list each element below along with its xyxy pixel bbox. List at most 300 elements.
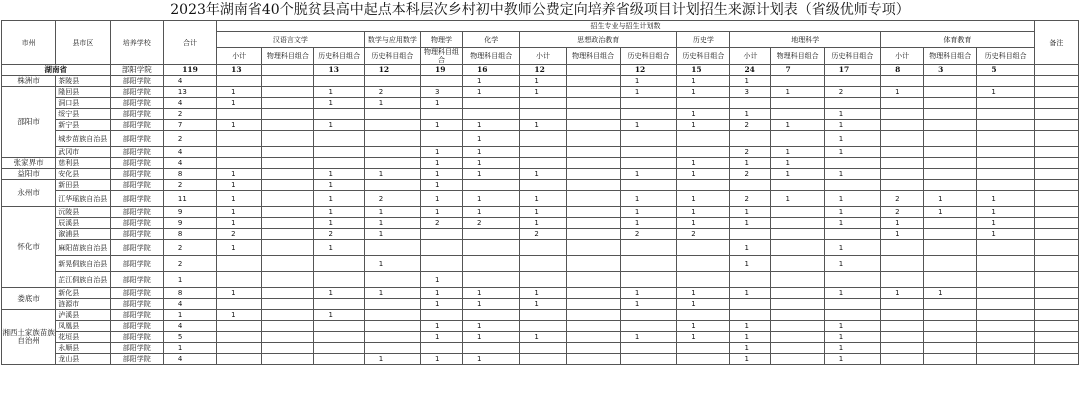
table-row xyxy=(2,321,1079,332)
value-cell xyxy=(881,158,924,169)
value-cell xyxy=(217,109,262,120)
value-cell: 3 xyxy=(421,87,463,98)
value-cell xyxy=(881,321,924,332)
summary-cell: 5 xyxy=(977,65,1034,76)
value-cell xyxy=(924,147,977,158)
value-cell: 2 xyxy=(730,147,771,158)
value-cell: 1 xyxy=(463,158,520,169)
value-cell xyxy=(881,332,924,343)
subject-geography: 地理科学 xyxy=(730,32,881,48)
county-cell: 新晃侗族自治县 xyxy=(56,256,110,272)
value-cell xyxy=(881,256,924,272)
value-cell: 2 xyxy=(520,229,566,240)
value-cell xyxy=(730,131,771,147)
school-cell: 部阳学院 xyxy=(110,354,163,365)
value-cell: 1 xyxy=(463,207,520,218)
value-cell: 1 xyxy=(771,169,824,180)
value-cell: 1 xyxy=(620,288,676,299)
value-cell: 1 xyxy=(977,87,1034,98)
value-cell xyxy=(262,256,314,272)
value-cell: 1 xyxy=(314,191,364,207)
value-cell: 1 xyxy=(364,354,420,365)
remark-cell xyxy=(1034,120,1078,131)
col-header-county: 县市区 xyxy=(56,21,110,65)
value-cell: 1 xyxy=(463,131,520,147)
value-cell: 1 xyxy=(977,218,1034,229)
value-cell xyxy=(881,354,924,365)
value-cell xyxy=(924,180,977,191)
value-cell: 1 xyxy=(163,310,216,321)
value-cell: 1 xyxy=(421,147,463,158)
value-cell xyxy=(217,76,262,87)
value-cell: 1 xyxy=(364,229,420,240)
value-cell xyxy=(566,354,620,365)
table-row xyxy=(2,288,1079,299)
value-cell xyxy=(924,76,977,87)
value-cell: 1 xyxy=(677,207,730,218)
school-cell: 部阳学院 xyxy=(110,158,163,169)
value-cell xyxy=(364,272,420,288)
county-cell: 泸溪县 xyxy=(56,310,110,321)
table-row xyxy=(2,310,1079,321)
value-cell xyxy=(620,256,676,272)
value-cell xyxy=(977,158,1034,169)
value-cell xyxy=(620,310,676,321)
value-cell xyxy=(520,310,566,321)
value-cell xyxy=(620,180,676,191)
value-cell: 1 xyxy=(421,332,463,343)
school-cell: 部阳学院 xyxy=(110,256,163,272)
value-cell xyxy=(566,147,620,158)
value-cell xyxy=(566,256,620,272)
value-cell xyxy=(566,169,620,180)
value-cell: 1 xyxy=(364,98,420,109)
value-cell xyxy=(262,147,314,158)
value-cell xyxy=(566,131,620,147)
value-cell: 4 xyxy=(163,321,216,332)
value-cell: 1 xyxy=(677,87,730,98)
value-cell xyxy=(262,218,314,229)
summary-school: 部阳学院 xyxy=(110,65,163,76)
value-cell xyxy=(771,272,824,288)
value-cell xyxy=(463,180,520,191)
value-cell: 1 xyxy=(463,332,520,343)
value-cell xyxy=(924,158,977,169)
value-cell: 1 xyxy=(824,131,880,147)
value-cell xyxy=(924,229,977,240)
value-cell: 1 xyxy=(620,332,676,343)
value-cell: 1 xyxy=(730,354,771,365)
table-row xyxy=(2,229,1079,240)
value-cell xyxy=(421,229,463,240)
value-cell xyxy=(566,288,620,299)
value-cell: 1 xyxy=(824,218,880,229)
summary-row xyxy=(2,65,1079,76)
school-cell: 部阳学院 xyxy=(110,76,163,87)
value-cell xyxy=(566,229,620,240)
value-cell: 1 xyxy=(421,321,463,332)
value-cell: 1 xyxy=(881,218,924,229)
summary-label: 湖南省 xyxy=(2,65,111,76)
table-row xyxy=(2,169,1079,180)
value-cell xyxy=(771,299,824,310)
county-cell: 永顺县 xyxy=(56,343,110,354)
city-cell: 株洲市 xyxy=(2,76,56,87)
value-cell: 1 xyxy=(677,332,730,343)
value-cell xyxy=(924,332,977,343)
county-cell: 辰溪县 xyxy=(56,218,110,229)
remark-cell xyxy=(1034,332,1078,343)
school-cell: 部阳学院 xyxy=(110,87,163,98)
value-cell: 9 xyxy=(163,218,216,229)
value-cell xyxy=(314,343,364,354)
value-cell xyxy=(520,98,566,109)
value-cell xyxy=(771,288,824,299)
value-cell xyxy=(421,256,463,272)
value-cell: 1 xyxy=(677,288,730,299)
subject-politics: 思想政治教育 xyxy=(520,32,677,48)
summary-cell xyxy=(262,65,314,76)
sub-hist: 历史科目组合 xyxy=(620,48,676,65)
value-cell xyxy=(881,310,924,321)
county-cell: 溆浦县 xyxy=(56,229,110,240)
value-cell xyxy=(881,76,924,87)
value-cell xyxy=(262,158,314,169)
value-cell: 1 xyxy=(421,354,463,365)
value-cell: 2 xyxy=(364,87,420,98)
value-cell xyxy=(881,343,924,354)
table-row xyxy=(2,109,1079,120)
value-cell xyxy=(977,343,1034,354)
table-row xyxy=(2,158,1079,169)
value-cell xyxy=(824,229,880,240)
table-row xyxy=(2,218,1079,229)
value-cell xyxy=(520,147,566,158)
value-cell: 1 xyxy=(314,288,364,299)
value-cell: 1 xyxy=(824,169,880,180)
value-cell xyxy=(520,272,566,288)
remark-cell xyxy=(1034,310,1078,321)
value-cell xyxy=(364,332,420,343)
value-cell xyxy=(262,343,314,354)
value-cell xyxy=(677,147,730,158)
county-cell: 隆回县 xyxy=(56,87,110,98)
remark-cell xyxy=(1034,207,1078,218)
value-cell: 1 xyxy=(314,310,364,321)
value-cell: 1 xyxy=(824,207,880,218)
subject-math: 数学与应用数学 xyxy=(364,32,420,48)
summary-cell xyxy=(566,65,620,76)
school-cell: 部阳学院 xyxy=(110,343,163,354)
value-cell: 2 xyxy=(364,191,420,207)
school-cell: 部阳学院 xyxy=(110,288,163,299)
value-cell: 1 xyxy=(364,218,420,229)
value-cell xyxy=(730,229,771,240)
value-cell xyxy=(566,98,620,109)
value-cell: 1 xyxy=(421,98,463,109)
value-cell: 4 xyxy=(163,147,216,158)
county-cell: 安化县 xyxy=(56,169,110,180)
remark-cell xyxy=(1034,272,1078,288)
value-cell xyxy=(566,76,620,87)
value-cell: 1 xyxy=(824,147,880,158)
value-cell xyxy=(520,180,566,191)
value-cell: 2 xyxy=(217,229,262,240)
value-cell xyxy=(217,158,262,169)
sub-phys: 物理科目组合 xyxy=(421,48,463,65)
value-cell xyxy=(771,229,824,240)
value-cell: 1 xyxy=(217,310,262,321)
value-cell: 1 xyxy=(771,158,824,169)
county-cell: 新化县 xyxy=(56,288,110,299)
value-cell: 2 xyxy=(163,256,216,272)
value-cell xyxy=(730,299,771,310)
value-cell: 1 xyxy=(677,109,730,120)
value-cell xyxy=(924,354,977,365)
city-cell: 怀化市 xyxy=(2,207,56,288)
value-cell xyxy=(771,207,824,218)
remark-cell xyxy=(1034,131,1078,147)
value-cell xyxy=(620,109,676,120)
sub-phys: 物理科目组合 xyxy=(262,48,314,65)
value-cell xyxy=(314,131,364,147)
summary-cell: 12 xyxy=(520,65,566,76)
value-cell xyxy=(677,98,730,109)
value-cell xyxy=(924,131,977,147)
value-cell: 1 xyxy=(421,120,463,131)
table-row xyxy=(2,180,1079,191)
sub-phys: 物理科目组合 xyxy=(463,48,520,65)
school-cell: 部阳学院 xyxy=(110,147,163,158)
value-cell xyxy=(620,131,676,147)
sub-subtotal: 小计 xyxy=(730,48,771,65)
value-cell xyxy=(566,158,620,169)
col-header-remark: 备注 xyxy=(1034,21,1078,65)
value-cell: 1 xyxy=(881,87,924,98)
remark-cell xyxy=(1034,240,1078,256)
value-cell: 1 xyxy=(463,191,520,207)
county-cell: 城步苗族自治县 xyxy=(56,131,110,147)
school-cell: 部阳学院 xyxy=(110,299,163,310)
value-cell: 1 xyxy=(217,180,262,191)
value-cell xyxy=(314,354,364,365)
value-cell xyxy=(520,343,566,354)
table-row xyxy=(2,207,1079,218)
sub-subtotal: 小计 xyxy=(520,48,566,65)
value-cell xyxy=(881,169,924,180)
value-cell xyxy=(977,180,1034,191)
value-cell xyxy=(771,98,824,109)
value-cell xyxy=(463,272,520,288)
county-cell: 慈利县 xyxy=(56,158,110,169)
remark-cell xyxy=(1034,299,1078,310)
value-cell xyxy=(824,310,880,321)
value-cell: 2 xyxy=(463,218,520,229)
value-cell xyxy=(520,109,566,120)
value-cell: 1 xyxy=(421,288,463,299)
value-cell: 2 xyxy=(730,120,771,131)
value-cell: 1 xyxy=(217,169,262,180)
value-cell: 1 xyxy=(677,299,730,310)
value-cell: 1 xyxy=(924,191,977,207)
value-cell xyxy=(262,354,314,365)
value-cell: 1 xyxy=(217,120,262,131)
value-cell xyxy=(262,207,314,218)
value-cell xyxy=(364,299,420,310)
value-cell xyxy=(566,343,620,354)
value-cell xyxy=(217,343,262,354)
value-cell: 1 xyxy=(771,147,824,158)
value-cell: 13 xyxy=(163,87,216,98)
value-cell: 1 xyxy=(824,354,880,365)
page-title: 2023年湖南省40个脱贫县高中起点本科层次乡村初中教师公费定向培养省级项目计划招生来源计划表（省级优师专项） xyxy=(170,2,910,18)
value-cell: 1 xyxy=(824,288,880,299)
table-row xyxy=(2,87,1079,98)
value-cell: 1 xyxy=(364,256,420,272)
value-cell: 2 xyxy=(824,87,880,98)
value-cell xyxy=(566,218,620,229)
remark-cell xyxy=(1034,109,1078,120)
value-cell xyxy=(262,321,314,332)
value-cell: 1 xyxy=(217,288,262,299)
value-cell xyxy=(771,109,824,120)
value-cell: 1 xyxy=(730,240,771,256)
value-cell xyxy=(924,256,977,272)
value-cell xyxy=(421,310,463,321)
value-cell: 1 xyxy=(881,229,924,240)
value-cell xyxy=(463,229,520,240)
value-cell xyxy=(217,299,262,310)
value-cell: 2 xyxy=(620,229,676,240)
value-cell xyxy=(566,207,620,218)
value-cell: 1 xyxy=(520,76,566,87)
value-cell xyxy=(566,299,620,310)
value-cell: 1 xyxy=(463,87,520,98)
value-cell xyxy=(730,272,771,288)
value-cell xyxy=(977,147,1034,158)
value-cell xyxy=(262,299,314,310)
value-cell xyxy=(520,131,566,147)
table-row xyxy=(2,131,1079,147)
value-cell: 1 xyxy=(730,332,771,343)
value-cell xyxy=(463,310,520,321)
remark-cell xyxy=(1034,288,1078,299)
table-row xyxy=(2,98,1079,109)
sub-subtotal: 小计 xyxy=(881,48,924,65)
table-row xyxy=(2,299,1079,310)
value-cell xyxy=(977,98,1034,109)
value-cell xyxy=(520,354,566,365)
value-cell: 1 xyxy=(824,321,880,332)
value-cell xyxy=(881,109,924,120)
value-cell xyxy=(520,158,566,169)
value-cell: 3 xyxy=(730,87,771,98)
value-cell xyxy=(730,98,771,109)
value-cell xyxy=(262,169,314,180)
value-cell: 1 xyxy=(421,180,463,191)
value-cell: 1 xyxy=(730,76,771,87)
value-cell: 4 xyxy=(163,98,216,109)
value-cell xyxy=(620,98,676,109)
value-cell xyxy=(977,109,1034,120)
value-cell: 1 xyxy=(730,321,771,332)
value-cell: 2 xyxy=(677,229,730,240)
school-cell: 部阳学院 xyxy=(110,98,163,109)
value-cell: 1 xyxy=(620,120,676,131)
value-cell xyxy=(566,87,620,98)
value-cell: 1 xyxy=(677,218,730,229)
school-cell: 部阳学院 xyxy=(110,191,163,207)
value-cell xyxy=(881,131,924,147)
value-cell: 1 xyxy=(881,288,924,299)
value-cell: 1 xyxy=(730,109,771,120)
value-cell: 1 xyxy=(463,288,520,299)
col-header-school: 培养学校 xyxy=(110,21,163,65)
value-cell: 1 xyxy=(620,218,676,229)
value-cell xyxy=(421,76,463,87)
value-cell: 2 xyxy=(881,207,924,218)
value-cell: 1 xyxy=(364,207,420,218)
value-cell xyxy=(924,343,977,354)
value-cell xyxy=(566,321,620,332)
value-cell xyxy=(421,109,463,120)
value-cell xyxy=(463,98,520,109)
value-cell xyxy=(924,272,977,288)
value-cell xyxy=(364,120,420,131)
value-cell: 1 xyxy=(924,288,977,299)
value-cell xyxy=(620,240,676,256)
value-cell xyxy=(217,256,262,272)
value-cell: 1 xyxy=(977,207,1034,218)
value-cell: 1 xyxy=(824,109,880,120)
value-cell: 1 xyxy=(824,191,880,207)
value-cell xyxy=(262,288,314,299)
value-cell: 1 xyxy=(520,207,566,218)
value-cell: 1 xyxy=(421,207,463,218)
remark-cell xyxy=(1034,87,1078,98)
value-cell xyxy=(262,229,314,240)
value-cell xyxy=(824,299,880,310)
summary-cell: 3 xyxy=(924,65,977,76)
value-cell xyxy=(977,131,1034,147)
value-cell xyxy=(730,310,771,321)
summary-cell: 12 xyxy=(364,65,420,76)
city-cell: 邵阳市 xyxy=(2,87,56,158)
value-cell: 1 xyxy=(620,169,676,180)
value-cell: 1 xyxy=(421,272,463,288)
county-cell: 麻阳苗族自治县 xyxy=(56,240,110,256)
value-cell: 1 xyxy=(163,272,216,288)
value-cell: 1 xyxy=(730,256,771,272)
sub-hist: 历史科目组合 xyxy=(677,48,730,65)
value-cell xyxy=(217,354,262,365)
value-cell xyxy=(566,109,620,120)
value-cell: 2 xyxy=(730,191,771,207)
value-cell xyxy=(421,343,463,354)
value-cell: 2 xyxy=(163,240,216,256)
enrollment-table xyxy=(1,20,1079,365)
value-cell xyxy=(824,272,880,288)
table-row xyxy=(2,354,1079,365)
value-cell: 1 xyxy=(620,87,676,98)
value-cell xyxy=(924,310,977,321)
value-cell xyxy=(421,131,463,147)
value-cell: 1 xyxy=(217,98,262,109)
value-cell xyxy=(566,191,620,207)
value-cell: 5 xyxy=(163,332,216,343)
remark-cell xyxy=(1034,76,1078,87)
school-cell: 部阳学院 xyxy=(110,218,163,229)
